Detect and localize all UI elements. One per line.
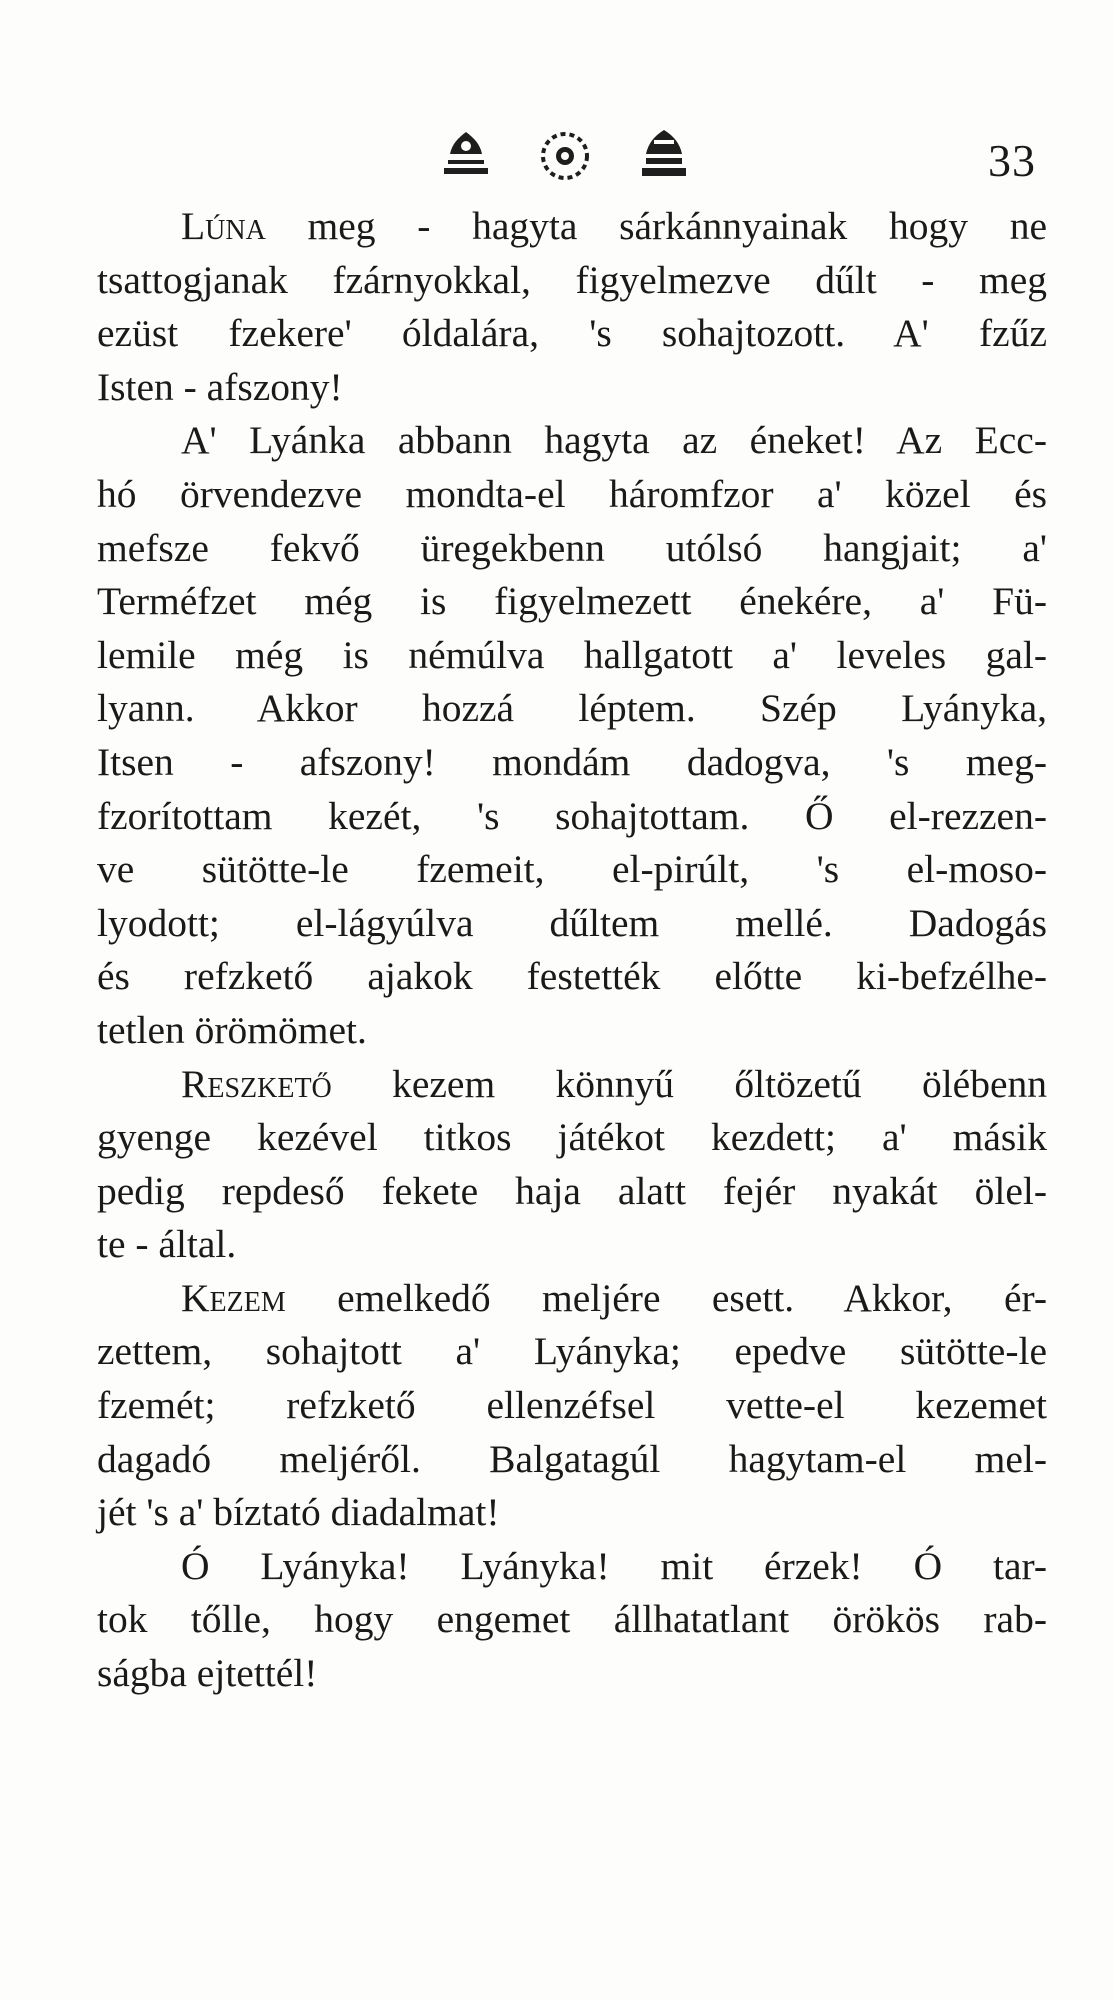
text-line: mefsze fekvő üregekbenn utólsó hangjait; a' bbox=[97, 525, 1047, 570]
text-line: Ó Lyányka! Lyányka! mit érzek! Ó tar- bbox=[181, 1543, 1047, 1588]
text-line: dagadó meljéről. Balgatagúl hagytam-el mel- bbox=[97, 1436, 1047, 1481]
text-line: gyenge kezével titkos játékot kezdett; a' másik bbox=[97, 1115, 1047, 1160]
text-line: Itsen - afszony! mondám dadogva, 's meg- bbox=[97, 739, 1047, 784]
text-line: Lúna meg - hagyta sárkánnyainak hogy ne bbox=[181, 204, 1047, 248]
text-line: és refzkető ajakok festették előtte ki-befzélhe- bbox=[97, 954, 1047, 999]
text-line: pedig repdeső fekete haja alatt fejér nyakát ölel- bbox=[97, 1168, 1047, 1213]
text-line: tok tőlle, hogy engemet állhatatlant örökös rab- bbox=[97, 1597, 1047, 1642]
text-line: ve sütötte-le fzemeit, el-pirúlt, 's el-moso- bbox=[97, 847, 1047, 892]
text-line: lemile még is némúlva hallgatott a' leveles gal- bbox=[97, 632, 1047, 677]
paragraph bbox=[97, 414, 1047, 1057]
lead-word: Lúna bbox=[181, 204, 266, 248]
lead-word: Kezem bbox=[181, 1275, 286, 1320]
text-line: Reszkető kezem könnyű őltözetű ölébenn bbox=[181, 1061, 1047, 1106]
text-line: Isten - afszony! bbox=[97, 364, 343, 409]
paragraph bbox=[97, 1540, 1047, 1701]
body-text bbox=[97, 200, 1047, 1701]
text-line: lyann. Akkor hozzá léptem. Szép Lyányka, bbox=[97, 686, 1047, 731]
text-line: jét 's a' bíztató diadalmat! bbox=[97, 1490, 500, 1535]
text-line: fzemét; refzkető ellenzéfsel vette-el kezemet bbox=[97, 1383, 1047, 1428]
text-line: Terméfzet még is figyelmezett énekére, a' Fü- bbox=[97, 579, 1047, 624]
text-line: te - által. bbox=[97, 1222, 237, 1267]
text-line: tetlen örömömet. bbox=[97, 1007, 367, 1052]
text-line: hó örvendezve mondta-el háromfzor a' közel és bbox=[97, 471, 1047, 516]
text-line: Kezem emelkedő meljére esett. Akkor, ér- bbox=[181, 1275, 1047, 1320]
text-line: ságba ejtettél! bbox=[97, 1651, 318, 1696]
text-line: lyodott; el-lágyúlva dűltem mellé. Dadogás bbox=[97, 900, 1047, 945]
paragraph bbox=[97, 1058, 1047, 1272]
paragraph bbox=[97, 1272, 1047, 1540]
text-line: A' Lyánka abbann hagyta az éneket! Az Ecc- bbox=[181, 418, 1047, 463]
text-line: ezüst fzekere' óldalára, 's sohajtozott. A' fzűz bbox=[97, 311, 1047, 356]
text-line: tsattogjanak fzárnyokkal, figyelmezve dűlt - meg bbox=[97, 257, 1047, 302]
page-header bbox=[0, 128, 1114, 188]
fleuron-ornament-icon bbox=[440, 128, 690, 184]
page-number: 33 bbox=[988, 135, 1036, 186]
lead-word: Reszkető bbox=[181, 1061, 332, 1106]
text-line: zettem, sohajtott a' Lyányka; epedve sütötte-le bbox=[97, 1329, 1047, 1374]
text-line: fzorítottam kezét, 's sohajtottam. Ő el-rezzen- bbox=[97, 793, 1047, 838]
paragraph bbox=[97, 200, 1047, 414]
